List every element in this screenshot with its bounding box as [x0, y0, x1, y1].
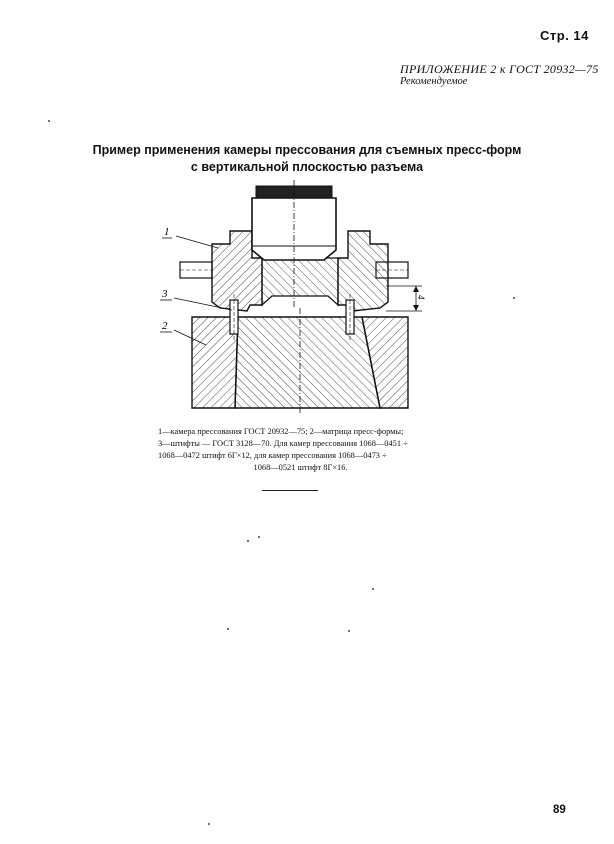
scan-speck: [247, 540, 249, 542]
scan-speck: [372, 588, 374, 590]
callout-2: 2: [162, 320, 168, 332]
separator-rule: [262, 490, 318, 491]
appendix-status: Рекомендуемое: [400, 76, 468, 87]
scan-speck: [258, 536, 260, 538]
scan-speck: [208, 823, 210, 825]
technical-drawing: [150, 180, 450, 420]
scan-speck: [48, 120, 50, 122]
mold-matrix: [192, 308, 408, 413]
scan-speck: [227, 628, 229, 630]
caption-line-1: 1—камера прессования ГОСТ 20932—75; 2—матрица пресс-формы;: [158, 427, 404, 436]
scan-speck: [348, 630, 350, 632]
caption-line-2: 3—штифты — ГОСТ 3128—70. Для камер прессования 1068—0451 ÷: [158, 439, 408, 448]
callout-1: 1: [164, 226, 170, 238]
figure-title-line-2: с вертикальной плоскостью разъема: [190, 160, 424, 174]
dimension-label: 4: [416, 295, 426, 300]
appendix-reference: ПРИЛОЖЕНИЕ 2 к ГОСТ 20932—75: [400, 62, 599, 76]
caption-line-4: 1068—0521 штифт 8Г×16.: [253, 463, 348, 472]
page-label: Стр. 14: [540, 28, 589, 43]
figure-title-line-1: Пример применения камеры прессования для съемных пресс-форм: [92, 143, 522, 157]
callout-3: 3: [162, 288, 168, 300]
page-number: 89: [553, 804, 566, 816]
caption-line-3: 1068—0472 штифт 6Г×12, для камер прессования 1068—0473 ÷: [158, 451, 387, 460]
scan-speck: [513, 297, 515, 299]
